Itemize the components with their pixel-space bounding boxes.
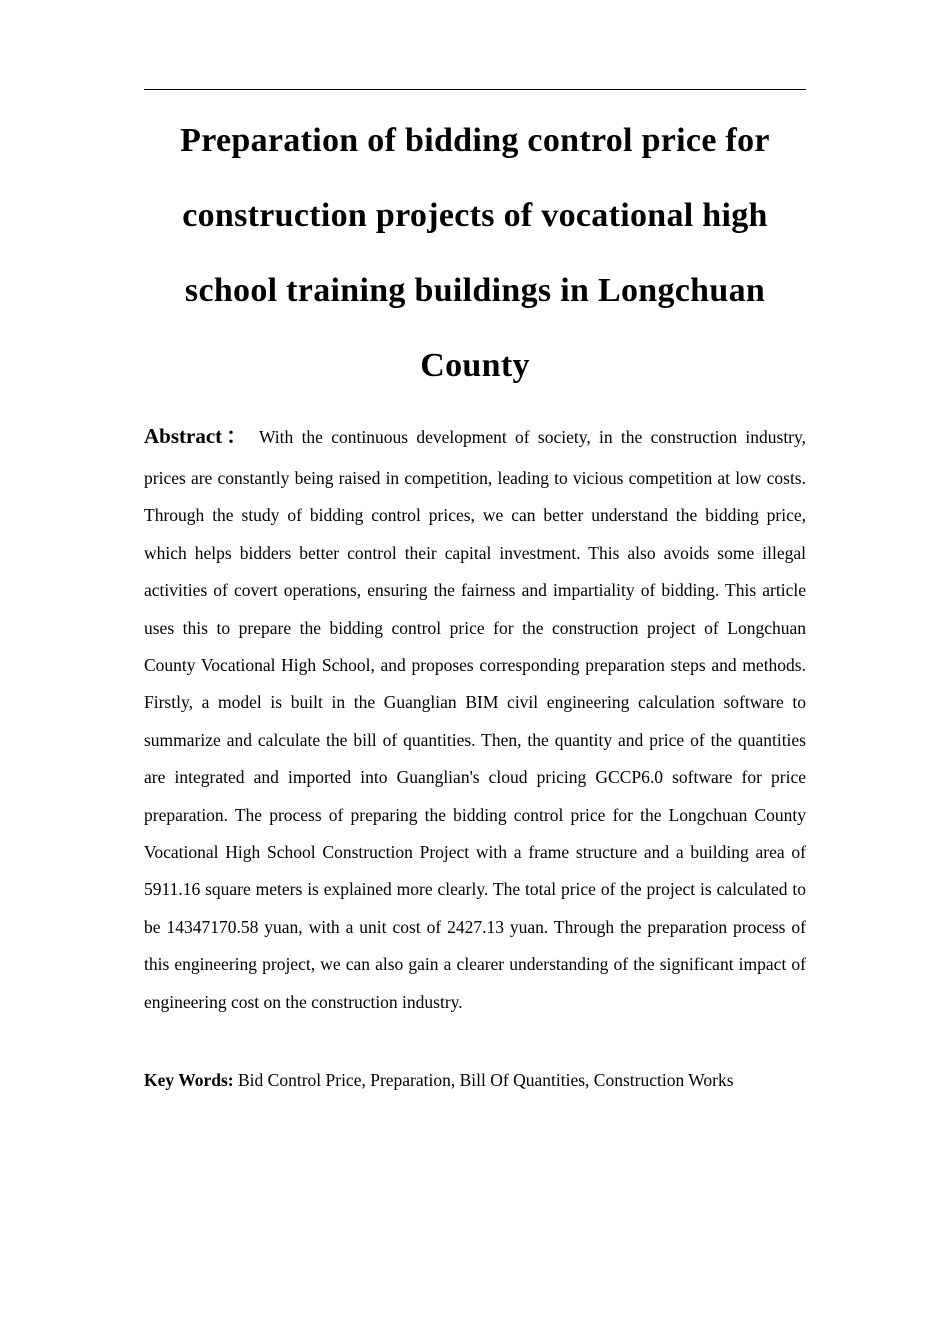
abstract-label: Abstract： bbox=[144, 424, 251, 448]
abstract-body: prices are constantly being raised in competition, leading to vicious competition at low costs. Through the study of bidding control prices, we can better understand the bidding price, which helps bidders better control their capital investment. This also avoids some illegal activities of covert operations, ensuring the fairness and impartiality of bidding. This article uses this to prepare the bidding control price for the construction project of Longchuan County Vocational High School, and proposes corresponding preparation steps and methods. Firstly, a model is built in the Guanglian BIM civil engineering calculation software to summarize and calculate the bill of quantities. Then, the quantity and price of the quantities are integrated and imported into Guanglian's cloud pricing GCCP6.0 software for price preparation. The process of preparing the bidding control price for the Longchuan County Vocational High School Construction Project with a frame structure and a building area of 5911.16 square meters is explained more clearly. The total price of the project is calculated to be 14347170.58 yuan, with a unit cost of 2427.13 yuan. Through the preparation process of this engineering project, we can also gain a clearer understanding of the significant impact of engineering cost on the construction industry. bbox=[144, 468, 806, 1012]
keywords-label: Key Words: bbox=[144, 1070, 234, 1090]
paper-title: Preparation of bidding control price for construction projects of vocational high school training buildings in Longchuan County bbox=[180, 122, 770, 384]
abstract-first-line bbox=[144, 416, 806, 460]
abstract-first-line-text: With the continuous development of society, in the construction industry, bbox=[258, 427, 806, 447]
abstract-section bbox=[144, 416, 806, 1021]
keywords-value: Bid Control Price, Preparation, Bill Of Quantities, Construction Works bbox=[238, 1070, 734, 1090]
keywords-section bbox=[144, 1062, 806, 1099]
header-rule bbox=[144, 89, 806, 90]
